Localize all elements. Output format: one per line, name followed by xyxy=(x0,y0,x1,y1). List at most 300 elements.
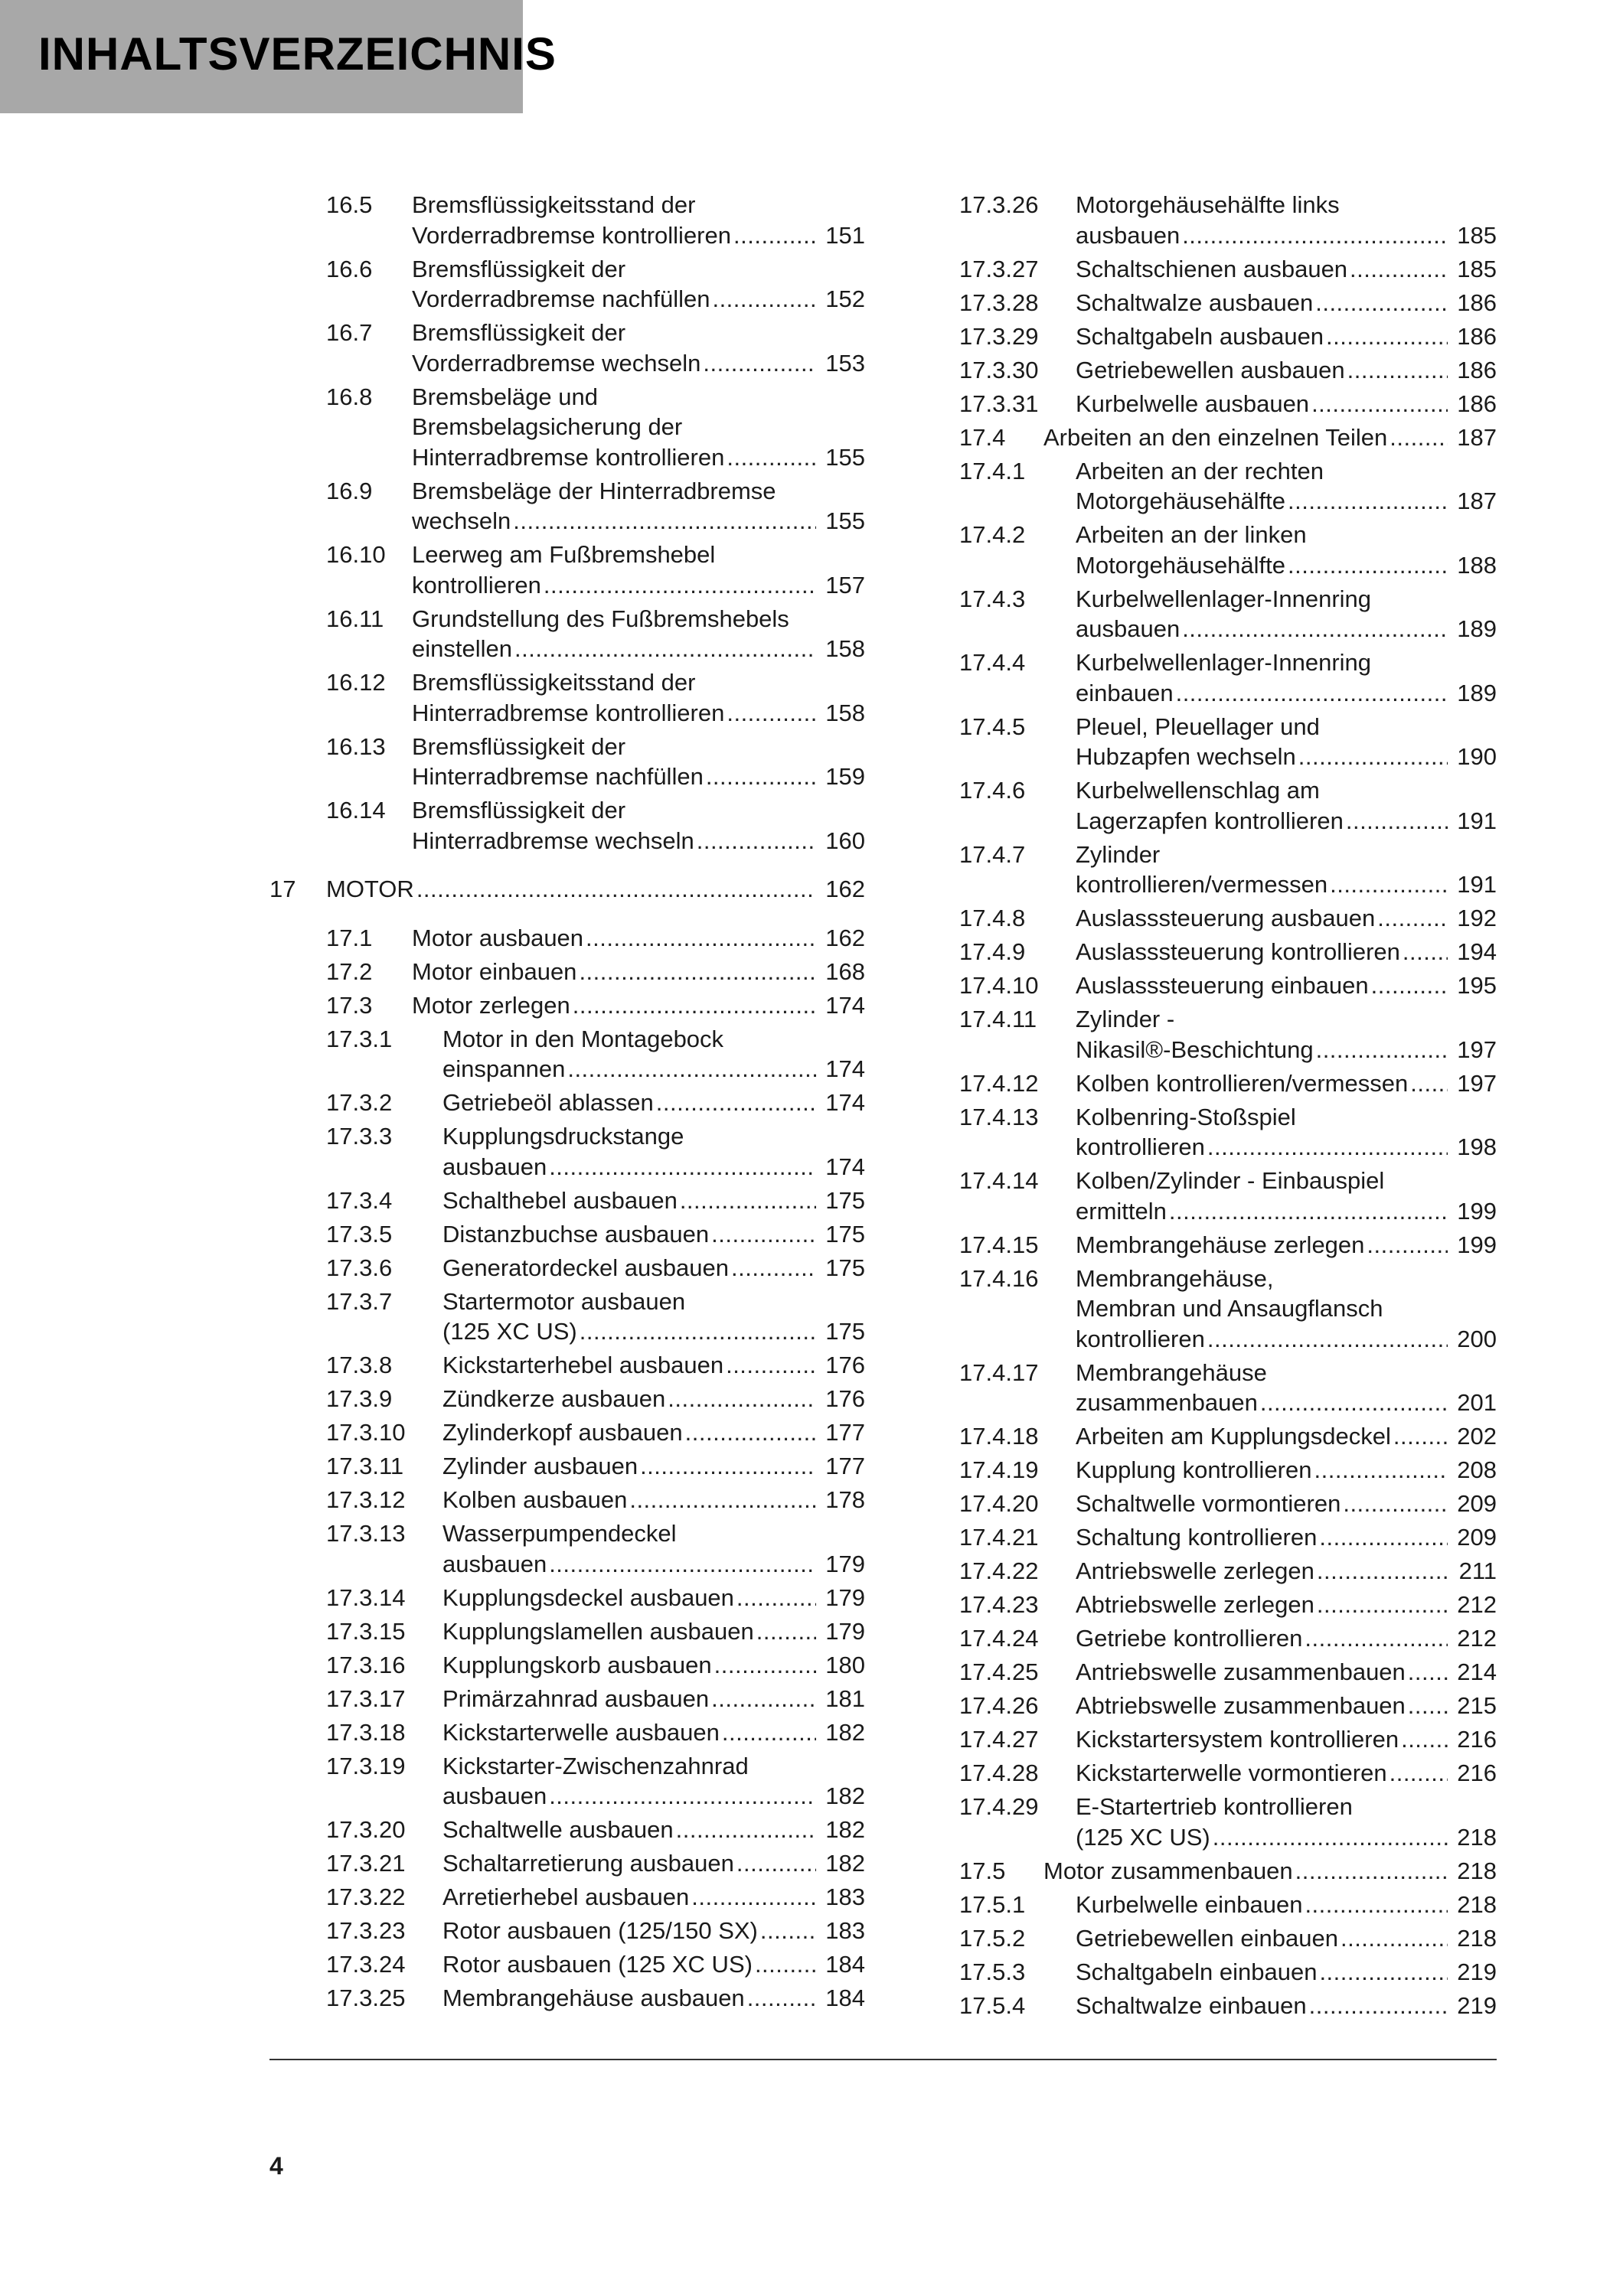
toc-entry[interactable] xyxy=(959,254,1497,285)
dot-leader xyxy=(1314,1455,1448,1486)
toc-entry-title-line: MOTOR xyxy=(326,876,414,902)
toc-entry-page: 189 xyxy=(1457,615,1497,642)
toc-entry[interactable] xyxy=(959,1166,1497,1226)
toc-entry-page: 158 xyxy=(825,635,865,662)
toc-entry-title-line: Motor zusammenbauen xyxy=(1043,1857,1293,1884)
toc-entry[interactable] xyxy=(959,840,1497,900)
toc-entry-title-line: ausbauen xyxy=(1076,615,1181,642)
toc-entry-number: 17.4.24 xyxy=(959,1625,1039,1652)
toc-entry[interactable] xyxy=(959,422,1497,453)
dot-leader xyxy=(1182,614,1448,644)
toc-entry[interactable] xyxy=(959,1657,1497,1688)
toc-entry-title-line: Schaltgabeln ausbauen xyxy=(1076,322,1324,350)
dot-leader xyxy=(1330,869,1448,900)
toc-entry-number: 17.3.2 xyxy=(326,1089,393,1116)
toc-entry[interactable] xyxy=(269,667,865,728)
toc-entry-page: 179 xyxy=(825,1583,865,1611)
toc-entry-page: 175 xyxy=(825,1318,865,1345)
toc-entry-title-line: Kolben/Zylinder - Einbauspiel xyxy=(1076,1167,1385,1194)
toc-entry[interactable] xyxy=(959,1991,1497,2021)
toc-entry-title-line: Arbeiten an den einzelnen Teilen xyxy=(1043,423,1388,451)
dot-leader xyxy=(1410,1068,1448,1099)
toc-entry-number: 17.4.3 xyxy=(959,585,1026,612)
toc-entry-number: 17.3.13 xyxy=(326,1520,406,1547)
toc-entry-page: 218 xyxy=(1457,1924,1497,1952)
toc-entry-title-line: kontrollieren xyxy=(412,571,541,598)
toc-entry-page: 160 xyxy=(825,827,865,854)
toc-entry[interactable] xyxy=(269,1088,865,1118)
toc-entry-page: 216 xyxy=(1457,1726,1497,1753)
dot-leader xyxy=(1371,970,1448,1001)
toc-entry-title-line: Primärzahnrad ausbauen xyxy=(442,1684,710,1712)
toc-entry[interactable] xyxy=(269,1848,865,1879)
toc-entry-number: 16.6 xyxy=(326,255,373,282)
toc-entry[interactable] xyxy=(959,1522,1497,1553)
toc-entry-number: 17.4.19 xyxy=(959,1456,1039,1483)
dot-leader xyxy=(1182,220,1448,251)
dot-leader xyxy=(685,1417,816,1448)
toc-entry[interactable] xyxy=(269,1384,865,1414)
dot-leader xyxy=(1347,355,1448,386)
toc-entry-number: 17.5.3 xyxy=(959,1958,1026,1985)
toc-entry-number: 17.4.25 xyxy=(959,1658,1039,1685)
toc-entry-title-line: Kupplungsdruckstange xyxy=(442,1123,684,1150)
toc-entry[interactable] xyxy=(269,1717,865,1748)
dot-leader xyxy=(706,762,816,792)
toc-entry-title-line: Schaltwalze einbauen xyxy=(1076,1991,1307,2019)
toc-entry[interactable] xyxy=(269,1287,865,1347)
toc-entry[interactable] xyxy=(959,712,1497,772)
toc-entry[interactable] xyxy=(959,321,1497,352)
dot-leader xyxy=(1390,422,1448,453)
toc-entry-number: 17.4.21 xyxy=(959,1524,1039,1551)
toc-entry-title-line: Vorderradbremse nachfüllen xyxy=(412,285,710,312)
toc-entry[interactable] xyxy=(269,190,865,250)
toc-entry[interactable] xyxy=(959,1102,1497,1163)
toc-entry-title-line: Kickstarterwelle vormontieren xyxy=(1076,1760,1387,1786)
toc-entry[interactable] xyxy=(959,1890,1497,1920)
toc-entry-title-line: Wasserpumpendeckel xyxy=(442,1520,677,1547)
dot-leader xyxy=(416,874,816,905)
toc-entry[interactable] xyxy=(959,1264,1497,1355)
toc-entry-page: 211 xyxy=(1458,1557,1497,1584)
toc-entry[interactable] xyxy=(959,970,1497,1001)
toc-entry-number: 17.4.26 xyxy=(959,1692,1039,1719)
toc-entry-page: 209 xyxy=(1457,1490,1497,1517)
toc-entry-page: 184 xyxy=(825,1951,865,1978)
toc-entry-title-line: Auslasssteuerung kontrollieren xyxy=(1076,938,1400,965)
dot-leader xyxy=(733,220,816,251)
dot-leader xyxy=(680,1186,816,1216)
dot-leader xyxy=(549,1781,816,1812)
toc-entry[interactable] xyxy=(959,1590,1497,1620)
toc-entry-page: 176 xyxy=(825,1352,865,1378)
toc-entry-number: 17.3.15 xyxy=(326,1617,406,1645)
toc-entry-title-line: kontrollieren/vermessen xyxy=(1076,871,1328,898)
toc-entry[interactable] xyxy=(269,1751,865,1812)
toc-entry-number: 17.3.24 xyxy=(326,1951,406,1978)
toc-entry[interactable] xyxy=(269,1583,865,1613)
toc-entry[interactable] xyxy=(269,1024,865,1084)
toc-entry[interactable] xyxy=(959,647,1497,708)
toc-entry-number: 17.4.11 xyxy=(959,1006,1037,1032)
toc-entry[interactable] xyxy=(959,1004,1497,1065)
toc-entry[interactable] xyxy=(269,1451,865,1482)
toc-entry[interactable] xyxy=(959,775,1497,836)
toc-entry-number: 17.3.5 xyxy=(326,1220,393,1247)
toc-entry-number: 17.3.29 xyxy=(959,322,1039,350)
toc-entry-title-line: Kickstarterwelle ausbauen xyxy=(442,1718,720,1746)
toc-entry-page: 174 xyxy=(825,991,865,1019)
toc-entry-title-line: Kupplung kontrollieren xyxy=(1076,1456,1312,1483)
dot-leader xyxy=(711,1684,816,1714)
toc-entry[interactable] xyxy=(269,1219,865,1250)
toc-entry-title-line: Motor einbauen xyxy=(412,957,577,985)
toc-entry-page: 186 xyxy=(1457,356,1497,383)
toc-entry[interactable] xyxy=(269,318,865,378)
dot-leader xyxy=(1317,1556,1448,1587)
page-title: INHALTSVERZEICHNIS xyxy=(38,28,557,80)
toc-entry-page: 199 xyxy=(1457,1197,1497,1225)
toc-entry[interactable] xyxy=(269,1650,865,1681)
toc-entry[interactable] xyxy=(959,937,1497,967)
toc-entry-title-line: Arbeiten am Kupplungsdeckel xyxy=(1076,1423,1391,1450)
toc-entry[interactable] xyxy=(269,1518,865,1579)
toc-entry[interactable] xyxy=(269,1616,865,1647)
dot-leader xyxy=(722,1717,816,1748)
toc-entry-page: 181 xyxy=(825,1684,865,1712)
toc-entry-title-line: Membrangehäuse zerlegen xyxy=(1076,1231,1365,1258)
toc-entry[interactable] xyxy=(269,1186,865,1216)
toc-entry-page: 162 xyxy=(825,924,865,951)
toc-entry-title-line: Motor in den Montagebock xyxy=(442,1025,724,1052)
toc-entry-title-line: Schaltwelle ausbauen xyxy=(442,1816,674,1843)
toc-entry-page: 152 xyxy=(825,285,865,312)
toc-entry-title-line: Schalthebel ausbauen xyxy=(442,1186,678,1214)
toc-entry-title-line: Kupplungskorb ausbauen xyxy=(442,1651,712,1678)
dot-leader xyxy=(1311,389,1448,419)
toc-entry[interactable] xyxy=(959,1358,1497,1418)
toc-entry-number: 17.3.10 xyxy=(326,1419,406,1446)
toc-entry-number: 16.14 xyxy=(326,797,386,823)
toc-entry-title-line: Distanzbuchse ausbauen xyxy=(442,1220,710,1247)
toc-entry[interactable] xyxy=(959,1230,1497,1261)
toc-entry[interactable] xyxy=(269,923,865,954)
toc-entry-page: 214 xyxy=(1457,1658,1497,1685)
toc-entry-page: 191 xyxy=(1457,807,1497,834)
toc-entry[interactable] xyxy=(269,1350,865,1381)
toc-entry[interactable] xyxy=(269,1916,865,1946)
toc-entry-title-line: Kickstartersystem kontrollieren xyxy=(1076,1726,1399,1753)
toc-entry-page: 219 xyxy=(1457,1991,1497,2019)
dot-leader xyxy=(1288,486,1448,517)
toc-entry-page: 199 xyxy=(1457,1231,1497,1258)
toc-entry-number: 17.4.2 xyxy=(959,521,1026,548)
toc-entry-title-line: Kickstarterhebel ausbauen xyxy=(442,1352,724,1378)
toc-entry-page: 192 xyxy=(1457,905,1497,931)
toc-entry[interactable] xyxy=(269,957,865,987)
toc-entry-title-line: kontrollieren xyxy=(1076,1325,1205,1352)
toc-entry[interactable] xyxy=(959,1856,1497,1887)
toc-entry-page: 180 xyxy=(825,1651,865,1678)
toc-entry-title-line: wechseln xyxy=(412,507,511,534)
toc-entry[interactable] xyxy=(269,795,865,856)
toc-entry-number: 17.4.6 xyxy=(959,777,1026,804)
toc-entry-number: 17.4 xyxy=(959,423,1006,451)
toc-entry-title-line: Kolbenring-Stoßspiel xyxy=(1076,1103,1296,1130)
toc-entry[interactable] xyxy=(959,288,1497,318)
toc-entry[interactable] xyxy=(269,1983,865,2014)
dot-leader xyxy=(1377,903,1448,934)
dot-leader xyxy=(760,1916,816,1946)
dot-leader xyxy=(656,1088,816,1118)
toc-entry[interactable] xyxy=(269,1815,865,1845)
dot-leader xyxy=(736,1583,816,1613)
toc-entry-page: 208 xyxy=(1457,1456,1497,1483)
toc-entry[interactable] xyxy=(269,990,865,1021)
toc-entry[interactable] xyxy=(269,476,865,536)
toc-entry-page: 197 xyxy=(1457,1069,1497,1097)
toc-entry-title-line: Kickstarter-Zwischenzahnrad xyxy=(442,1752,749,1779)
toc-entry-page: 212 xyxy=(1457,1591,1497,1618)
toc-entry-number: 17.4.9 xyxy=(959,938,1026,965)
toc-entry-title-line: Hinterradbremse nachfüllen xyxy=(412,763,704,790)
toc-entry[interactable] xyxy=(959,1957,1497,1988)
toc-entry-page: 218 xyxy=(1457,1890,1497,1918)
dot-leader xyxy=(1305,1890,1448,1920)
toc-entry-number: 17.4.8 xyxy=(959,905,1026,931)
toc-entry-number: 16.13 xyxy=(326,732,386,760)
toc-entry-page: 186 xyxy=(1457,390,1497,417)
toc-entry-number: 17.3.12 xyxy=(326,1486,406,1513)
dot-leader xyxy=(1326,321,1448,352)
toc-entry-number: 17.4.12 xyxy=(959,1069,1039,1097)
toc-entry[interactable] xyxy=(269,1949,865,1980)
dot-leader xyxy=(712,284,816,315)
toc-entry-number: 16.9 xyxy=(326,477,373,504)
dot-leader xyxy=(1295,1856,1448,1887)
toc-entry-number: 17.4.18 xyxy=(959,1423,1039,1450)
toc-entry-title-line: Schaltschienen ausbauen xyxy=(1076,255,1348,282)
toc-entry[interactable] xyxy=(269,874,865,905)
toc-entry-page: 202 xyxy=(1457,1423,1497,1450)
toc-entry-number: 17.3.25 xyxy=(326,1985,406,2011)
toc-entry-number: 17.3.19 xyxy=(326,1752,406,1779)
toc-entry[interactable] xyxy=(959,1421,1497,1452)
toc-entry-number: 17.2 xyxy=(326,957,373,985)
toc-entry-title-line: kontrollieren xyxy=(1076,1133,1205,1160)
toc-entry-title-line: Kurbelwellenlager-Innenring xyxy=(1076,585,1372,612)
toc-entry-number: 17.3 xyxy=(326,991,373,1019)
toc-entry-title-line: Kurbelwelle einbauen xyxy=(1076,1890,1303,1918)
toc-entry-page: 183 xyxy=(825,1917,865,1944)
toc-entry-title-line: Bremsflüssigkeitsstand der xyxy=(412,191,696,218)
toc-entry-title-line: Motorgehäusehälfte links xyxy=(1076,191,1340,218)
dot-leader xyxy=(1367,1230,1448,1261)
dot-leader xyxy=(691,1882,816,1913)
toc-entry-number: 17.4.13 xyxy=(959,1103,1039,1130)
toc-entry-page: 197 xyxy=(1457,1035,1497,1063)
toc-entry-title-line: Bremsflüssigkeit der xyxy=(412,255,626,282)
toc-entry-page: 189 xyxy=(1457,679,1497,706)
toc-entry-page: 179 xyxy=(825,1550,865,1577)
toc-entry-title-line: Arretierhebel ausbauen xyxy=(442,1883,690,1910)
dot-leader xyxy=(629,1485,816,1515)
dot-leader xyxy=(514,634,816,664)
toc-entry-title-line: Getriebe kontrollieren xyxy=(1076,1625,1303,1652)
dot-leader xyxy=(1393,1421,1448,1452)
toc-entry-page: 174 xyxy=(825,1153,865,1180)
toc-entry-number: 17.4.10 xyxy=(959,972,1039,999)
toc-entry-title-line: Schaltwalze ausbauen xyxy=(1076,289,1314,316)
toc-column-right xyxy=(959,190,1497,2024)
toc-entry-title-line: Kolben kontrollieren/vermessen xyxy=(1076,1069,1409,1097)
dot-leader xyxy=(711,1219,816,1250)
toc-entry[interactable] xyxy=(269,1684,865,1714)
toc-entry[interactable] xyxy=(959,389,1497,419)
toc-entry-page: 177 xyxy=(825,1419,865,1446)
toc-entry-title-line: Pleuel, Pleuellager und xyxy=(1076,713,1320,740)
toc-entry[interactable] xyxy=(959,190,1497,250)
toc-entry[interactable] xyxy=(959,520,1497,580)
toc-entry[interactable] xyxy=(269,382,865,473)
toc-entry[interactable] xyxy=(959,1724,1497,1755)
toc-entry[interactable] xyxy=(269,1417,865,1448)
toc-entry-number: 16.12 xyxy=(326,669,386,696)
toc-entry-page: 198 xyxy=(1457,1133,1497,1160)
toc-entry-title-line: Kurbelwellenschlag am xyxy=(1076,777,1320,804)
toc-entry[interactable] xyxy=(269,540,865,600)
toc-entry-page: 212 xyxy=(1457,1625,1497,1652)
toc-entry-number: 17.4.17 xyxy=(959,1358,1039,1386)
toc-entry-page: 174 xyxy=(825,1089,865,1116)
toc-entry-title-line: Membrangehäuse, xyxy=(1076,1264,1274,1292)
toc-entry-page: 153 xyxy=(825,349,865,377)
toc-entry-title-line: Grundstellung des Fußbremshebels xyxy=(412,605,789,632)
toc-entry-title-line: Auslasssteuerung einbauen xyxy=(1076,972,1369,999)
toc-entry[interactable] xyxy=(269,604,865,664)
toc-entry[interactable] xyxy=(959,1556,1497,1587)
dot-leader xyxy=(1315,288,1448,318)
toc-entry[interactable] xyxy=(269,732,865,792)
page-number: 4 xyxy=(269,2152,283,2180)
dot-leader xyxy=(1346,806,1448,837)
toc-entry-title-line: Schaltwelle vormontieren xyxy=(1076,1490,1341,1517)
dot-leader xyxy=(549,1549,816,1580)
toc-entry[interactable] xyxy=(959,584,1497,644)
dot-leader xyxy=(731,1253,816,1283)
toc-entry-title-line: Kurbelwellenlager-Innenring xyxy=(1076,649,1372,676)
toc-entry[interactable] xyxy=(269,1882,865,1913)
toc-entry-page: 209 xyxy=(1457,1524,1497,1551)
toc-entry-number: 17.3.1 xyxy=(326,1025,393,1052)
toc-entry-title-line: Abtriebswelle zerlegen xyxy=(1076,1591,1314,1618)
dot-leader xyxy=(1350,254,1448,285)
toc-entry-title-line: Kolben ausbauen xyxy=(442,1486,628,1513)
toc-entry-title-line: Abtriebswelle zusammenbauen xyxy=(1076,1692,1406,1719)
toc-entry-title-line: Hinterradbremse wechseln xyxy=(412,827,694,854)
toc-entry[interactable] xyxy=(269,254,865,315)
toc-entry-page: 168 xyxy=(825,957,865,985)
toc-entry-title-line: Bremsflüssigkeit der xyxy=(412,319,626,346)
toc-entry-page: 191 xyxy=(1457,871,1497,898)
toc-entry[interactable] xyxy=(269,1485,865,1515)
dot-leader xyxy=(1207,1132,1448,1163)
toc-entry-title-line: Getriebewellen einbauen xyxy=(1076,1924,1338,1952)
dot-leader xyxy=(1317,1590,1448,1620)
toc-entry[interactable] xyxy=(959,1455,1497,1486)
toc-entry-number: 16.7 xyxy=(326,319,373,346)
toc-entry[interactable] xyxy=(269,1253,865,1283)
toc-entry[interactable] xyxy=(959,456,1497,517)
dot-leader xyxy=(1298,742,1448,772)
toc-entry-title-line: Vorderradbremse kontrollieren xyxy=(412,221,731,249)
toc-entry[interactable] xyxy=(959,1758,1497,1789)
toc-entry[interactable] xyxy=(959,1691,1497,1721)
toc-entry-page: 188 xyxy=(1457,551,1497,579)
dot-leader xyxy=(567,1054,816,1084)
dot-leader xyxy=(756,1616,816,1647)
dot-leader xyxy=(1207,1324,1448,1355)
dot-leader xyxy=(1343,1489,1448,1519)
toc-entry[interactable] xyxy=(959,1923,1497,1954)
toc-entry-page: 183 xyxy=(825,1883,865,1910)
toc-entry-page: 218 xyxy=(1457,1857,1497,1884)
toc-entry[interactable] xyxy=(269,1121,865,1182)
toc-entry[interactable] xyxy=(959,903,1497,934)
dot-leader xyxy=(1213,1822,1448,1853)
toc-entry-title-line: Vorderradbremse wechseln xyxy=(412,349,701,377)
toc-entry-title-line: Membrangehäuse ausbauen xyxy=(442,1985,745,2011)
toc-entry-number: 17.4.22 xyxy=(959,1557,1039,1584)
toc-entry-number: 17.3.28 xyxy=(959,289,1039,316)
toc-entry-title-line: Motorgehäusehälfte xyxy=(1076,488,1286,514)
toc-entry-title-line: Zylinder xyxy=(1076,840,1161,868)
dot-leader xyxy=(736,1848,816,1879)
toc-entry-title-line: (125 XC US) xyxy=(442,1318,577,1345)
dot-leader xyxy=(549,1152,816,1182)
toc-entry-title-line: Arbeiten an der linken xyxy=(1076,521,1307,548)
toc-entry[interactable] xyxy=(959,1068,1497,1099)
toc-entry-page: 174 xyxy=(825,1055,865,1082)
toc-entry-number: 17.3.30 xyxy=(959,356,1039,383)
toc-entry[interactable] xyxy=(959,1623,1497,1654)
dot-leader xyxy=(1408,1657,1448,1688)
toc-entry-number: 17.3.26 xyxy=(959,191,1039,218)
toc-entry-number: 17.3.4 xyxy=(326,1186,393,1214)
toc-entry-title-line: Kurbelwelle ausbauen xyxy=(1076,390,1310,417)
toc-entry[interactable] xyxy=(959,355,1497,386)
dot-leader xyxy=(1169,1196,1448,1227)
toc-entry[interactable] xyxy=(959,1792,1497,1852)
toc-entry-number: 17.3.6 xyxy=(326,1254,393,1281)
toc-entry-page: 194 xyxy=(1457,938,1497,965)
toc-entry-title-line: Schaltgabeln einbauen xyxy=(1076,1958,1318,1985)
toc-entry[interactable] xyxy=(959,1489,1497,1519)
dot-leader xyxy=(714,1650,816,1681)
toc-entry-title-line: Schaltung kontrollieren xyxy=(1076,1524,1318,1551)
toc-entry-page: 218 xyxy=(1457,1823,1497,1851)
toc-entry-number: 17.4.5 xyxy=(959,713,1026,740)
dot-leader xyxy=(573,990,816,1021)
toc-entry-title-line: Rotor ausbauen (125/150 SX) xyxy=(442,1917,758,1944)
toc-entry-title-line: Bremsbeläge der Hinterradbremse xyxy=(412,477,776,504)
toc-entry-page: 175 xyxy=(825,1254,865,1281)
toc-entry-title-line: einspannen xyxy=(442,1055,566,1082)
toc-entry-page: 184 xyxy=(825,1985,865,2011)
dot-leader xyxy=(727,698,816,729)
dot-leader xyxy=(1319,1957,1448,1988)
